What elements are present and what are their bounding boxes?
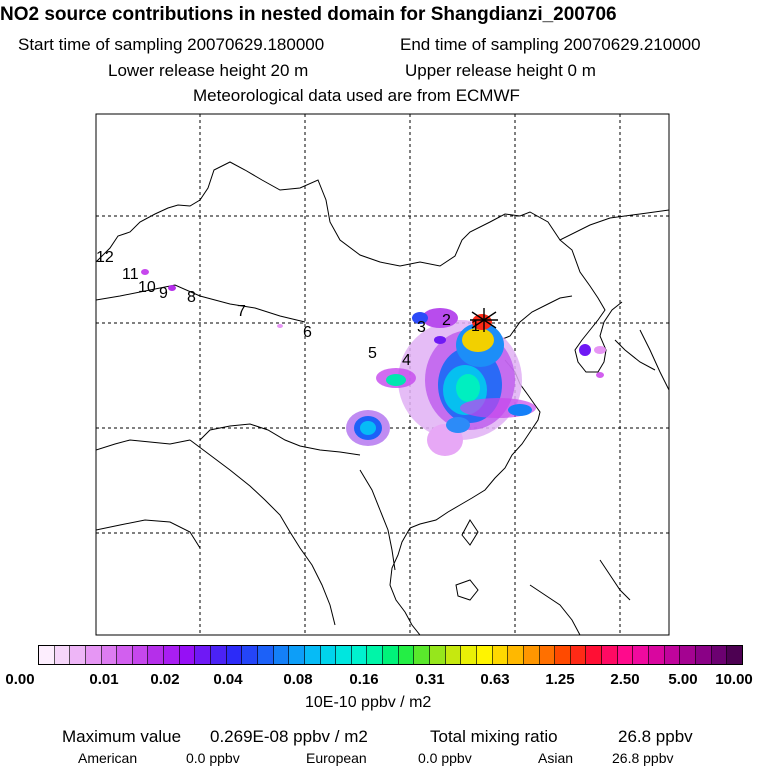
american-label: American [78, 750, 138, 766]
colorbar-tick-label: 0.04 [213, 671, 243, 688]
colorbar-segment [258, 646, 274, 664]
end-time-label: End time of sampling 20070629.210000 [400, 35, 701, 54]
colorbar [38, 645, 743, 665]
colorbar-tick-label: 0.63 [480, 671, 510, 688]
colorbar-segment [305, 646, 321, 664]
colorbar-segment [86, 646, 102, 664]
region-label: 8 [187, 289, 196, 306]
colorbar-segment [696, 646, 712, 664]
region-label: 10 [138, 279, 156, 296]
start-time-label: Start time of sampling 20070629.180000 [18, 35, 325, 54]
colorbar-segment [195, 646, 211, 664]
max-value: 0.269E-08 ppbv / m2 [210, 727, 368, 746]
region-label: 2 [442, 312, 451, 329]
colorbar-segment [321, 646, 337, 664]
region-label: 11 [122, 266, 139, 283]
colorbar-segment [430, 646, 446, 664]
colorbar-segment [367, 646, 383, 664]
colorbar-tick-label: 0.31 [415, 671, 445, 688]
colorbar-tick-label: 0.01 [89, 671, 119, 688]
colorbar-segment [633, 646, 649, 664]
colorbar-tick-label: 2.50 [610, 671, 640, 688]
colorbar-segment [618, 646, 634, 664]
asian-value: 26.8 ppbv [612, 750, 674, 766]
colorbar-units: 10E-10 ppbv / m2 [305, 694, 432, 711]
colorbar-segment [242, 646, 258, 664]
colorbar-segment [680, 646, 696, 664]
colorbar-segment [414, 646, 430, 664]
colorbar-tick-label: 0.00 [5, 671, 35, 688]
colorbar-segment [70, 646, 86, 664]
lower-release-label: Lower release height 20 m [108, 61, 309, 80]
colorbar-segment [117, 646, 133, 664]
colorbar-segment [524, 646, 540, 664]
colorbar-segment [602, 646, 618, 664]
colorbar-segment [383, 646, 399, 664]
plot-title: NO2 source contributions in nested domain for Shangdianzi_200706 [0, 4, 617, 25]
asian-label: Asian [538, 750, 574, 766]
colorbar-segment [148, 646, 164, 664]
colorbar-segment [274, 646, 290, 664]
colorbar-segment [649, 646, 665, 664]
colorbar-segment [39, 646, 55, 664]
colorbar-segment [211, 646, 227, 664]
colorbar-segment [399, 646, 415, 664]
colorbar-segment [180, 646, 196, 664]
colorbar-segment [665, 646, 681, 664]
colorbar-segment [555, 646, 571, 664]
colorbar-segment [55, 646, 71, 664]
american-value: 0.0 ppbv [186, 750, 240, 766]
colorbar-tick-label: 10.00 [715, 671, 753, 688]
european-label: European [306, 750, 367, 766]
region-label: 5 [368, 345, 377, 362]
max-value-label: Maximum value [62, 727, 182, 746]
colorbar-segment [571, 646, 587, 664]
colorbar-segment [461, 646, 477, 664]
colorbar-segment [586, 646, 602, 664]
european-value: 0.0 ppbv [418, 750, 472, 766]
total-mixing-label: Total mixing ratio [430, 727, 558, 746]
colorbar-segment [336, 646, 352, 664]
total-mixing-value: 26.8 ppbv [618, 727, 693, 746]
upper-release-label: Upper release height 0 m [405, 61, 596, 80]
region-label: 4 [402, 352, 411, 369]
colorbar-segment [540, 646, 556, 664]
region-label: 6 [303, 324, 312, 341]
region-label: 3 [417, 319, 426, 336]
colorbar-segment [164, 646, 180, 664]
colorbar-segment [289, 646, 305, 664]
colorbar-segment [352, 646, 368, 664]
colorbar-tick-label: 5.00 [668, 671, 698, 688]
colorbar-segment [477, 646, 493, 664]
colorbar-segment [446, 646, 462, 664]
region-label: 12 [96, 249, 114, 266]
region-label: 7 [237, 303, 246, 320]
colorbar-tick-label: 0.08 [283, 671, 313, 688]
meteo-label: Meteorological data used are from ECMWF [193, 86, 520, 105]
region-label: 1 [471, 318, 480, 335]
colorbar-segment [727, 646, 742, 664]
colorbar-segment [508, 646, 524, 664]
colorbar-tick-label: 0.02 [150, 671, 180, 688]
region-label: 9 [159, 285, 168, 302]
colorbar-segment [227, 646, 243, 664]
colorbar-tick-label: 0.16 [349, 671, 379, 688]
colorbar-segment [133, 646, 149, 664]
colorbar-segment [493, 646, 509, 664]
colorbar-tick-label: 1.25 [545, 671, 575, 688]
colorbar-segment [712, 646, 728, 664]
colorbar-segment [102, 646, 118, 664]
